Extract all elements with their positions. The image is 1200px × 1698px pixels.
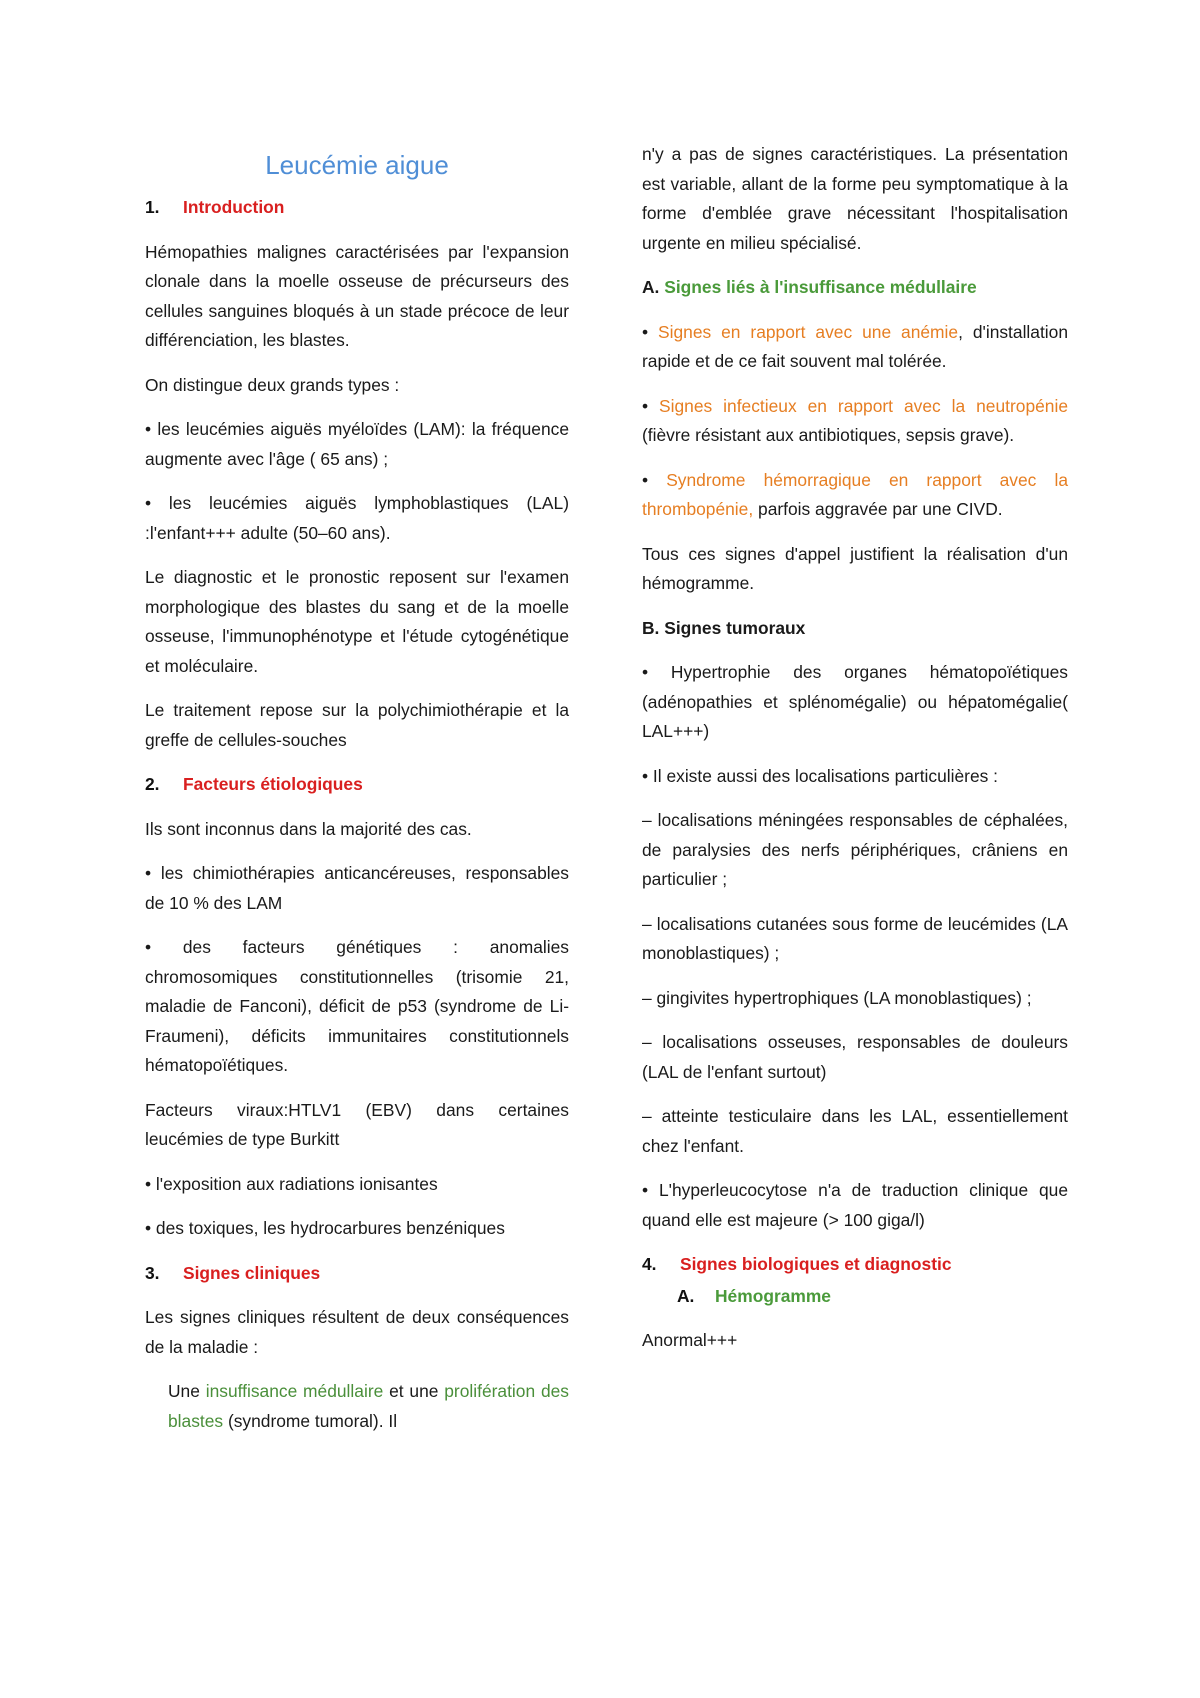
subheading-number: A. <box>677 1285 695 1306</box>
text-run: (syndrome tumoral). Il <box>223 1410 398 1431</box>
bullet: • <box>642 469 667 490</box>
highlight-text: Syndrome hémorragique en rapport avec la thrombopénie, <box>642 469 1068 519</box>
text-run: et une <box>383 1381 445 1401</box>
paragraph: Le diagnostic et le pronostic reposent sur l'examen morphologique des blastes du sang et de la moelle osseuse, l'immunophénotype et l'étude cytogénétique et moléculaire. <box>145 567 569 676</box>
paragraph: Tous ces signes d'appel justifient la réalisation d'un hémogramme. <box>642 543 1068 593</box>
subheading-b: B. Signes tumoraux <box>642 617 806 638</box>
section-number: 1. <box>145 197 160 217</box>
bullet: • <box>642 321 659 342</box>
subheading-label: Signes liés à l'insuffisance médullaire <box>659 277 977 297</box>
subheading-prefix: A. <box>642 277 660 297</box>
highlight-text: prolifération des blastes <box>168 1381 569 1431</box>
dash-item: – gingivites hypertrophiques (LA monoblastiques) ; <box>642 987 1032 1008</box>
subheading-hemogramme <box>677 1282 1068 1312</box>
paragraph: Hémopathies malignes caractérisées par l'expansion clonale dans la moelle osseuse de précurseurs des cellules sanguines bloqués à un stade précoce de leur différenciation, les blastes. <box>145 241 569 350</box>
dash-item: – localisations osseuses, responsables de douleurs (LAL de l'enfant surtout) <box>642 1032 1068 1082</box>
paragraph <box>145 1377 569 1436</box>
paragraph: On distingue deux grands types : <box>145 374 400 395</box>
subheading-label: Hémogramme <box>715 1285 831 1306</box>
bullet-item: • Il existe aussi des localisations particulières : <box>642 765 998 786</box>
paragraph: Le traitement repose sur la polychimiothérapie et la greffe de cellules-souches <box>145 700 569 750</box>
dash-item: – localisations cutanées sous forme de leucémides (LA monoblastiques) ; <box>642 913 1068 963</box>
paragraph: n'y a pas de signes caractéristiques. La présentation est variable, allant de la forme peu symptomatique à la forme d'emblée grave nécessitant l'hospitalisation urgente en milieu spécialisé. <box>642 144 1068 253</box>
bullet-item: • des toxiques, les hydrocarbures benzéniques <box>145 1218 505 1238</box>
section-label: Facteurs étiologiques <box>183 774 363 794</box>
highlight-text: insuffisance médullaire <box>205 1381 384 1401</box>
text-run: Une <box>168 1381 206 1401</box>
section-label: Signes biologiques et diagnostic <box>680 1254 952 1274</box>
paragraph: Ils sont inconnus dans la majorité des cas. <box>145 818 472 839</box>
document-title: Leucémie aigue <box>265 150 449 180</box>
highlight-text: Signes en rapport avec une anémie <box>658 321 959 342</box>
dash-item: – atteinte testiculaire dans les LAL, essentiellement chez l'enfant. <box>642 1106 1068 1156</box>
section-label: Introduction <box>183 197 285 217</box>
bullet-item <box>642 466 1068 525</box>
section-heading-signes-cliniques <box>145 1259 569 1289</box>
highlight-text: Signes infectieux en rapport avec la neutropénie <box>659 395 1068 416</box>
section-number: 2. <box>145 774 160 794</box>
section-number: 4. <box>642 1254 657 1274</box>
bullet-item: • l'exposition aux radiations ionisantes <box>145 1173 438 1194</box>
text-run: , d'installation rapide et de ce fait souvent mal tolérée. <box>642 321 1069 371</box>
bullet-item <box>642 318 1068 377</box>
section-heading-etiologie <box>145 770 569 800</box>
left-column <box>145 145 569 1451</box>
bullet-item: • les chimiothérapies anticancéreuses, responsables de 10 % des LAM <box>145 863 569 913</box>
bullet-item <box>642 392 1068 451</box>
section-label: Signes cliniques <box>183 1262 321 1283</box>
bullet-item: • les leucémies aiguës lymphoblastiques (LAL) :l'enfant+++ adulte (50–60 ans). <box>145 493 569 543</box>
paragraph: Facteurs viraux:HTLV1 (EBV) dans certaines leucémies de type Burkitt <box>145 1099 569 1149</box>
dash-item: – localisations méningées responsables de céphalées, de paralysies des nerfs périphériques, crâniens en particulier ; <box>642 810 1068 889</box>
section-heading-introduction <box>145 193 569 223</box>
text-run: parfois aggravée par une CIVD. <box>753 499 1003 519</box>
text-run: (fièvre résistant aux antibiotiques, sepsis grave). <box>642 425 1015 445</box>
bullet-item: • des facteurs génétiques : anomalies chromosomiques constitutionnelles (trisomie 21, maladie de Fanconi), déficit de p53 (syndrome de Li-Fraumeni), déficits immunitaires constitutionnels hématopoïétiques. <box>145 937 569 1075</box>
bullet-item: • Hypertrophie des organes hématopoïétiques (adénopathies et splénomégalie) ou hépatomégalie( LAL+++) <box>642 662 1068 741</box>
section-number: 3. <box>145 1262 160 1283</box>
subheading-a <box>642 273 1068 303</box>
bullet: • <box>642 395 660 416</box>
bullet-item: • les leucémies aiguës myéloïdes (LAM): la fréquence augmente avec l'âge ( 65 ans) ; <box>145 419 569 469</box>
paragraph: Anormal+++ <box>642 1330 738 1350</box>
paragraph: Les signes cliniques résultent de deux conséquences de la maladie : <box>145 1307 569 1357</box>
right-column <box>642 140 1068 1371</box>
section-heading-signes-biologiques <box>642 1250 1068 1280</box>
bullet-item: • L'hyperleucocytose n'a de traduction clinique que quand elle est majeure (> 100 giga/l) <box>642 1180 1068 1230</box>
